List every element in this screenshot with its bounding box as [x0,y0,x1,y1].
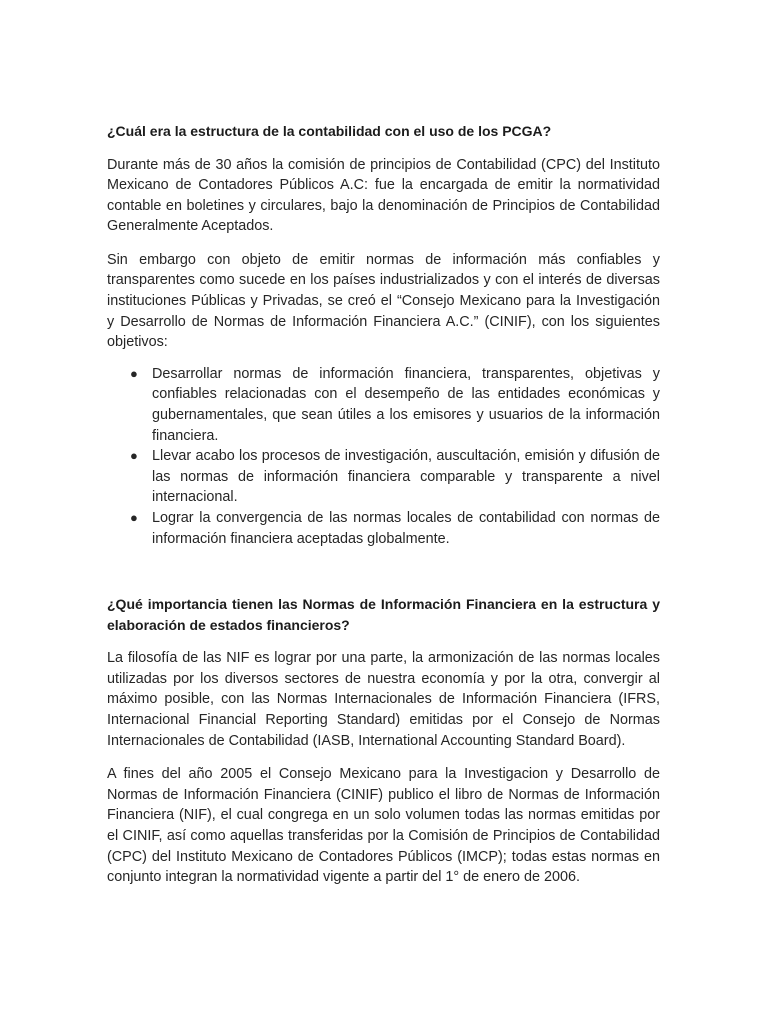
section2-paragraph-1: La filosofía de las NIF es lograr por una parte, la armonización de las normas locales utilizadas por los diversos sectores de nuestra economía y por la otra, convergir al máximo posible, con las Normas Internacionales de Información Financiera (IFRS, Internacional Financial Reporting Standard) emitidas por el Consejo de Normas Internacionales de Contabilidad (IASB, International Accounting Standard Board). [107,650,660,749]
bullet-icon: ● [130,365,138,381]
section1-paragraph-2: Sin embargo con objeto de emitir normas de información más confiables y transparentes como sucede en los países industrializados y con el interés de diversas instituciones Públicas y Privadas, se creó el “Consejo Mexicano para la Investigación y Desarrollo de Normas de Información Financiera A.C.” (CINIF), con los siguientes objetivos: [107,251,660,351]
list-item [130,364,660,446]
bullet-icon: ● [130,448,138,464]
list-item [130,508,660,549]
list-item-text: Lograr la convergencia de las normas locales de contabilidad con normas de información financiera aceptadas globalmente. [152,510,660,547]
list-item [130,446,660,508]
objectives-list [107,364,660,549]
section1-heading: ¿Cuál era la estructura de la contabilidad con el uso de los PCGA? [107,123,552,139]
list-item-text: Desarrollar normas de información financiera, transparentes, objetivas y confiables relacionadas con el desempeño de las entidades económicas y gubernamentales, que sean útiles a los emisores y usuarios de la información financiera. [152,365,660,444]
section2-heading: ¿Qué importancia tienen las Normas de Información Financiera en la estructura y elaboración de estados financieros? [107,596,660,633]
bullet-icon: ● [130,510,138,525]
section1-paragraph-1: Durante más de 30 años la comisión de principios de Contabilidad (CPC) del Instituto Mexicano de Contadores Públicos A.C: fue la encargada de emitir la normatividad contable en boletines y circulares, bajo la denominación de Principios de Contabilidad Generalmente Aceptados. [107,156,660,235]
document-page [107,121,660,888]
section2-paragraph-2: A fines del año 2005 el Consejo Mexicano para la Investigacion y Desarrollo de Normas de Información Financiera (CINIF) publico el libro de Normas de Información Financiera (NIF), el cual congrega en un solo volumen todas las normas emitidas por el CINIF, así como aquellas transferidas por la Comisión de Principios de Contabilidad (CPC) del Instituto Mexicano de Contadores Públicos (IMCP); todas estas normas en conjunto integran la normatividad vigente a partir del 1° de enero de 2006. [107,766,660,886]
list-item-text: Llevar acabo los procesos de investigación, auscultación, emisión y difusión de las normas de información financiera comparable y transparente a nivel internacional. [152,448,660,506]
